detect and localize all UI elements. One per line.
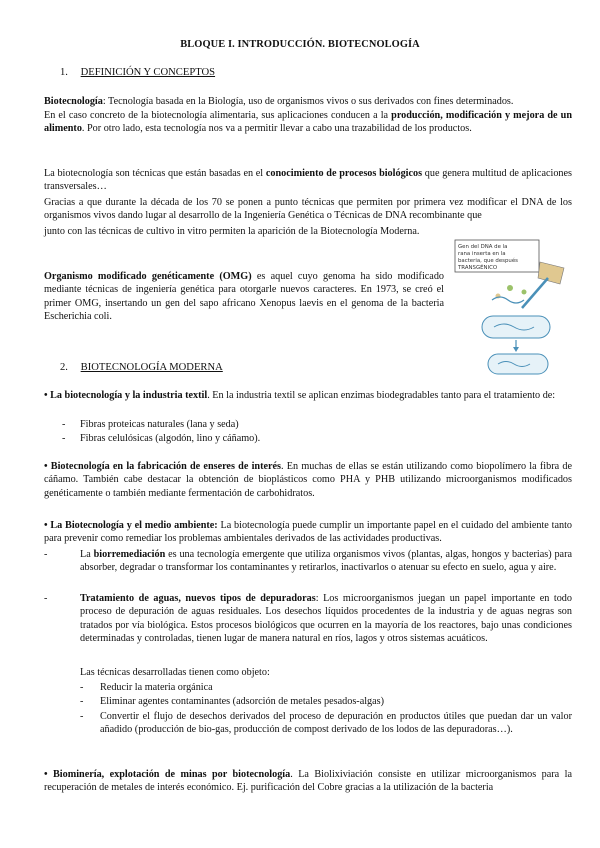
section-number: 2. <box>60 362 68 373</box>
text: . La Biolixiviación consiste en utilizar microorganismos para la recuperación de metales de interés económico. Ej. purificación del Cobre gracias a la utilización de la bacteria <box>44 769 572 794</box>
list-item-aguas: - Tratamiento de aguas, nuevos tipos de depuradoras: Los microorganismos juegan un papel importante en todo proceso de depuración de aguas residuales. Los desechos líquidos procedentes de la industria y de aguas negras son tratados por vía biológica. Estos procesos biológicos que ocurren en la mayoría de los reactores, bajo unas condiciones determinadas y controladas, tienen lugar de manera natural en ríos, lagos y otros sistemas acuáticos. <box>44 593 572 645</box>
section-1-heading <box>60 66 215 80</box>
document-title: BLOQUE I. INTRODUCCIÓN. BIOTECNOLOGÍA <box>180 39 420 50</box>
list-item-text: Convertir el flujo de desechos derivados del proceso de depuración en productos útiles que puedan dar un valor añadido (producción de bio-gas, producción de compost derivado de los lodos de las depuradoras…). <box>100 711 572 736</box>
paragraph-tecnicas-intro: Las técnicas desarrolladas tienen como objeto: <box>80 667 270 678</box>
text: . En muchas de ellas se están utilizando como biopolímero la fibra de cáñamo. También cabe destacar la obtención de bioplásticos como PHA y PHB utilizando microorganismos modificados genéticamente o también mediante fermentación de carbohidratos. <box>44 461 572 499</box>
text: . En la industria textil se aplican enzimas biodegradables tanto para el tratamiento de: <box>207 390 556 401</box>
text: junto con las técnicas de cultivo in vitro permiten la aparición de la Biotecnología Moderna. <box>44 226 420 237</box>
list-item-text: Reducir la materia orgánica <box>100 682 213 693</box>
paragraph-textil <box>44 389 574 402</box>
list-item: - Fibras proteicas naturales (lana y seda) <box>62 419 239 430</box>
paragraph-enseres <box>44 460 572 500</box>
text: Gracias a que durante la década de los 70 se ponen a punto técnicas que permiten por primera vez modificar el DNA de los organismos vivos dando lugar al desarrollo de la Ingeniería Genética o Técnicas de DNA recombinante que <box>44 197 572 222</box>
bold-text: conocimiento de procesos biológicos <box>265 168 423 179</box>
list-item-text: Fibras proteicas naturales (lana y seda) <box>80 419 239 430</box>
paragraph-dna <box>44 196 572 223</box>
term: Organismo modificado genéticamente (OMG) <box>44 271 252 282</box>
paragraph-mineria <box>44 768 572 795</box>
paragraph-alimentaria <box>44 109 572 136</box>
term: • Biotecnología en la fabricación de enseres de interés <box>44 461 282 472</box>
bacteria-cell-result <box>488 354 548 374</box>
term: • Biominería, explotación de minas por biotecnología <box>44 769 291 780</box>
list-item: - Eliminar agentes contaminantes (adsorción de metales pesados-algas) <box>80 696 385 707</box>
dna-dot <box>522 290 527 295</box>
arrow-head <box>513 347 519 352</box>
dna-dot <box>507 285 513 291</box>
term: Biotecnología <box>44 96 103 107</box>
text: La biotecnología puede cumplir un importante papel en el cuidado del ambiente tanto para prevenir como remediar los problemas ambientales derivados de las actividades productivas. <box>44 520 572 545</box>
figure-caption-3: bacteria, que después <box>458 258 518 264</box>
text: : Tecnología basada en la Biología, uso de organismos vivos o sus derivados con fines determinados. <box>102 96 514 107</box>
text: es una tecnología emergente que utiliza organismos vivos (plantas, algas, hongos y bacterias) para absorber, degradar o transformar los contaminantes y retirarlos, inactivarlos o atenuar su efecto en suelo, agua y aire. <box>80 549 572 574</box>
bold-text: biorremediación <box>93 549 166 560</box>
term: • La biotecnología y la industria textil <box>44 390 208 401</box>
section-number: 1. <box>60 67 68 78</box>
figure-caption-4: TRANSGÉNICO <box>458 265 498 271</box>
text: : Los microorganismos juegan un papel importante en todo proceso de depuración de aguas residuales. Los desechos líquidos procedentes de la industria y de aguas negras son tratados por vía biológica. Estos procesos biológicos que ocurren en la mayoría de los reactores, bajo unas condiciones determinadas y controladas, tienen lugar de manera natural en ríos, lagos y otros sistemas acuáticos. <box>80 593 572 645</box>
text: . Por otro lado, esta tecnología nos va a permitir llevar a cabo una trazabilidad de los productos. <box>81 123 472 135</box>
paragraph-procesos <box>44 167 572 194</box>
paragraph-ambiente <box>44 519 572 546</box>
list-item-text: Fibras celulósicas (algodón, lino y cáñamo). <box>80 433 261 444</box>
text: es aquel cuyo genoma ha sido modificado mediante técnicas de ingeniería genética para otorgarle nuevos caracteres. En 1973, se creó el primer OMG, insertando un gen del sapo africano Xenopus laevis en el genoma de la bacteria Escherichia coli. <box>44 271 445 323</box>
text: La <box>80 549 94 560</box>
section-title: DEFINICIÓN Y CONCEPTOS <box>80 67 216 78</box>
term: • La Biotecnología y el medio ambiente: <box>44 520 218 531</box>
list-item: - Fibras celulósicas (algodón, lino y cáñamo). <box>62 433 261 444</box>
text: En el caso concreto de la biotecnología alimentaria, sus aplicaciones conducen a la <box>44 110 392 121</box>
dna-strand <box>492 297 524 303</box>
section-2-heading <box>60 361 223 375</box>
figure-caption-1: Gen del DNA de la <box>458 244 508 250</box>
transgenic-bacteria-illustration <box>452 238 576 376</box>
text: que genera multitud de aplicaciones transversales… <box>44 168 572 193</box>
list-item-biorremediacion: - La biorremediación es una tecnología emergente que utiliza organismos vivos (plantas, algas, hongos y bacterias) para absorber, degradar o transformar los contaminantes y retirarlos, inactivarlos o atenuar su efecto en suelo, agua y aire. <box>44 549 572 574</box>
paragraph-omg <box>44 270 444 324</box>
bacteria-cell <box>482 316 550 338</box>
figure-caption-2: rana inserta en la <box>458 251 506 257</box>
term: Tratamiento de aguas, nuevos tipos de depuradoras <box>80 593 316 604</box>
paragraph-biotecnologia-def <box>44 95 572 108</box>
text: La biotecnología son técnicas que están basadas en el <box>44 168 266 179</box>
list-item: - Convertir el flujo de desechos derivados del proceso de depuración en productos útiles que puedan dar un valor añadido (producción de bio-gas, producción de compost derivado de los lodos de las depuradoras…). <box>80 711 572 736</box>
list-item-text: Eliminar agentes contaminantes (adsorción de metales pesados-algas) <box>100 696 385 707</box>
bold-text: producción, modificación y mejora de un alimento <box>44 110 572 135</box>
list-item: - Reducir la materia orgánica <box>80 682 213 693</box>
paragraph-dna-cont <box>44 225 444 238</box>
frog-shape <box>538 262 564 284</box>
section-title: BIOTECNOLOGÍA MODERNA <box>80 362 223 373</box>
